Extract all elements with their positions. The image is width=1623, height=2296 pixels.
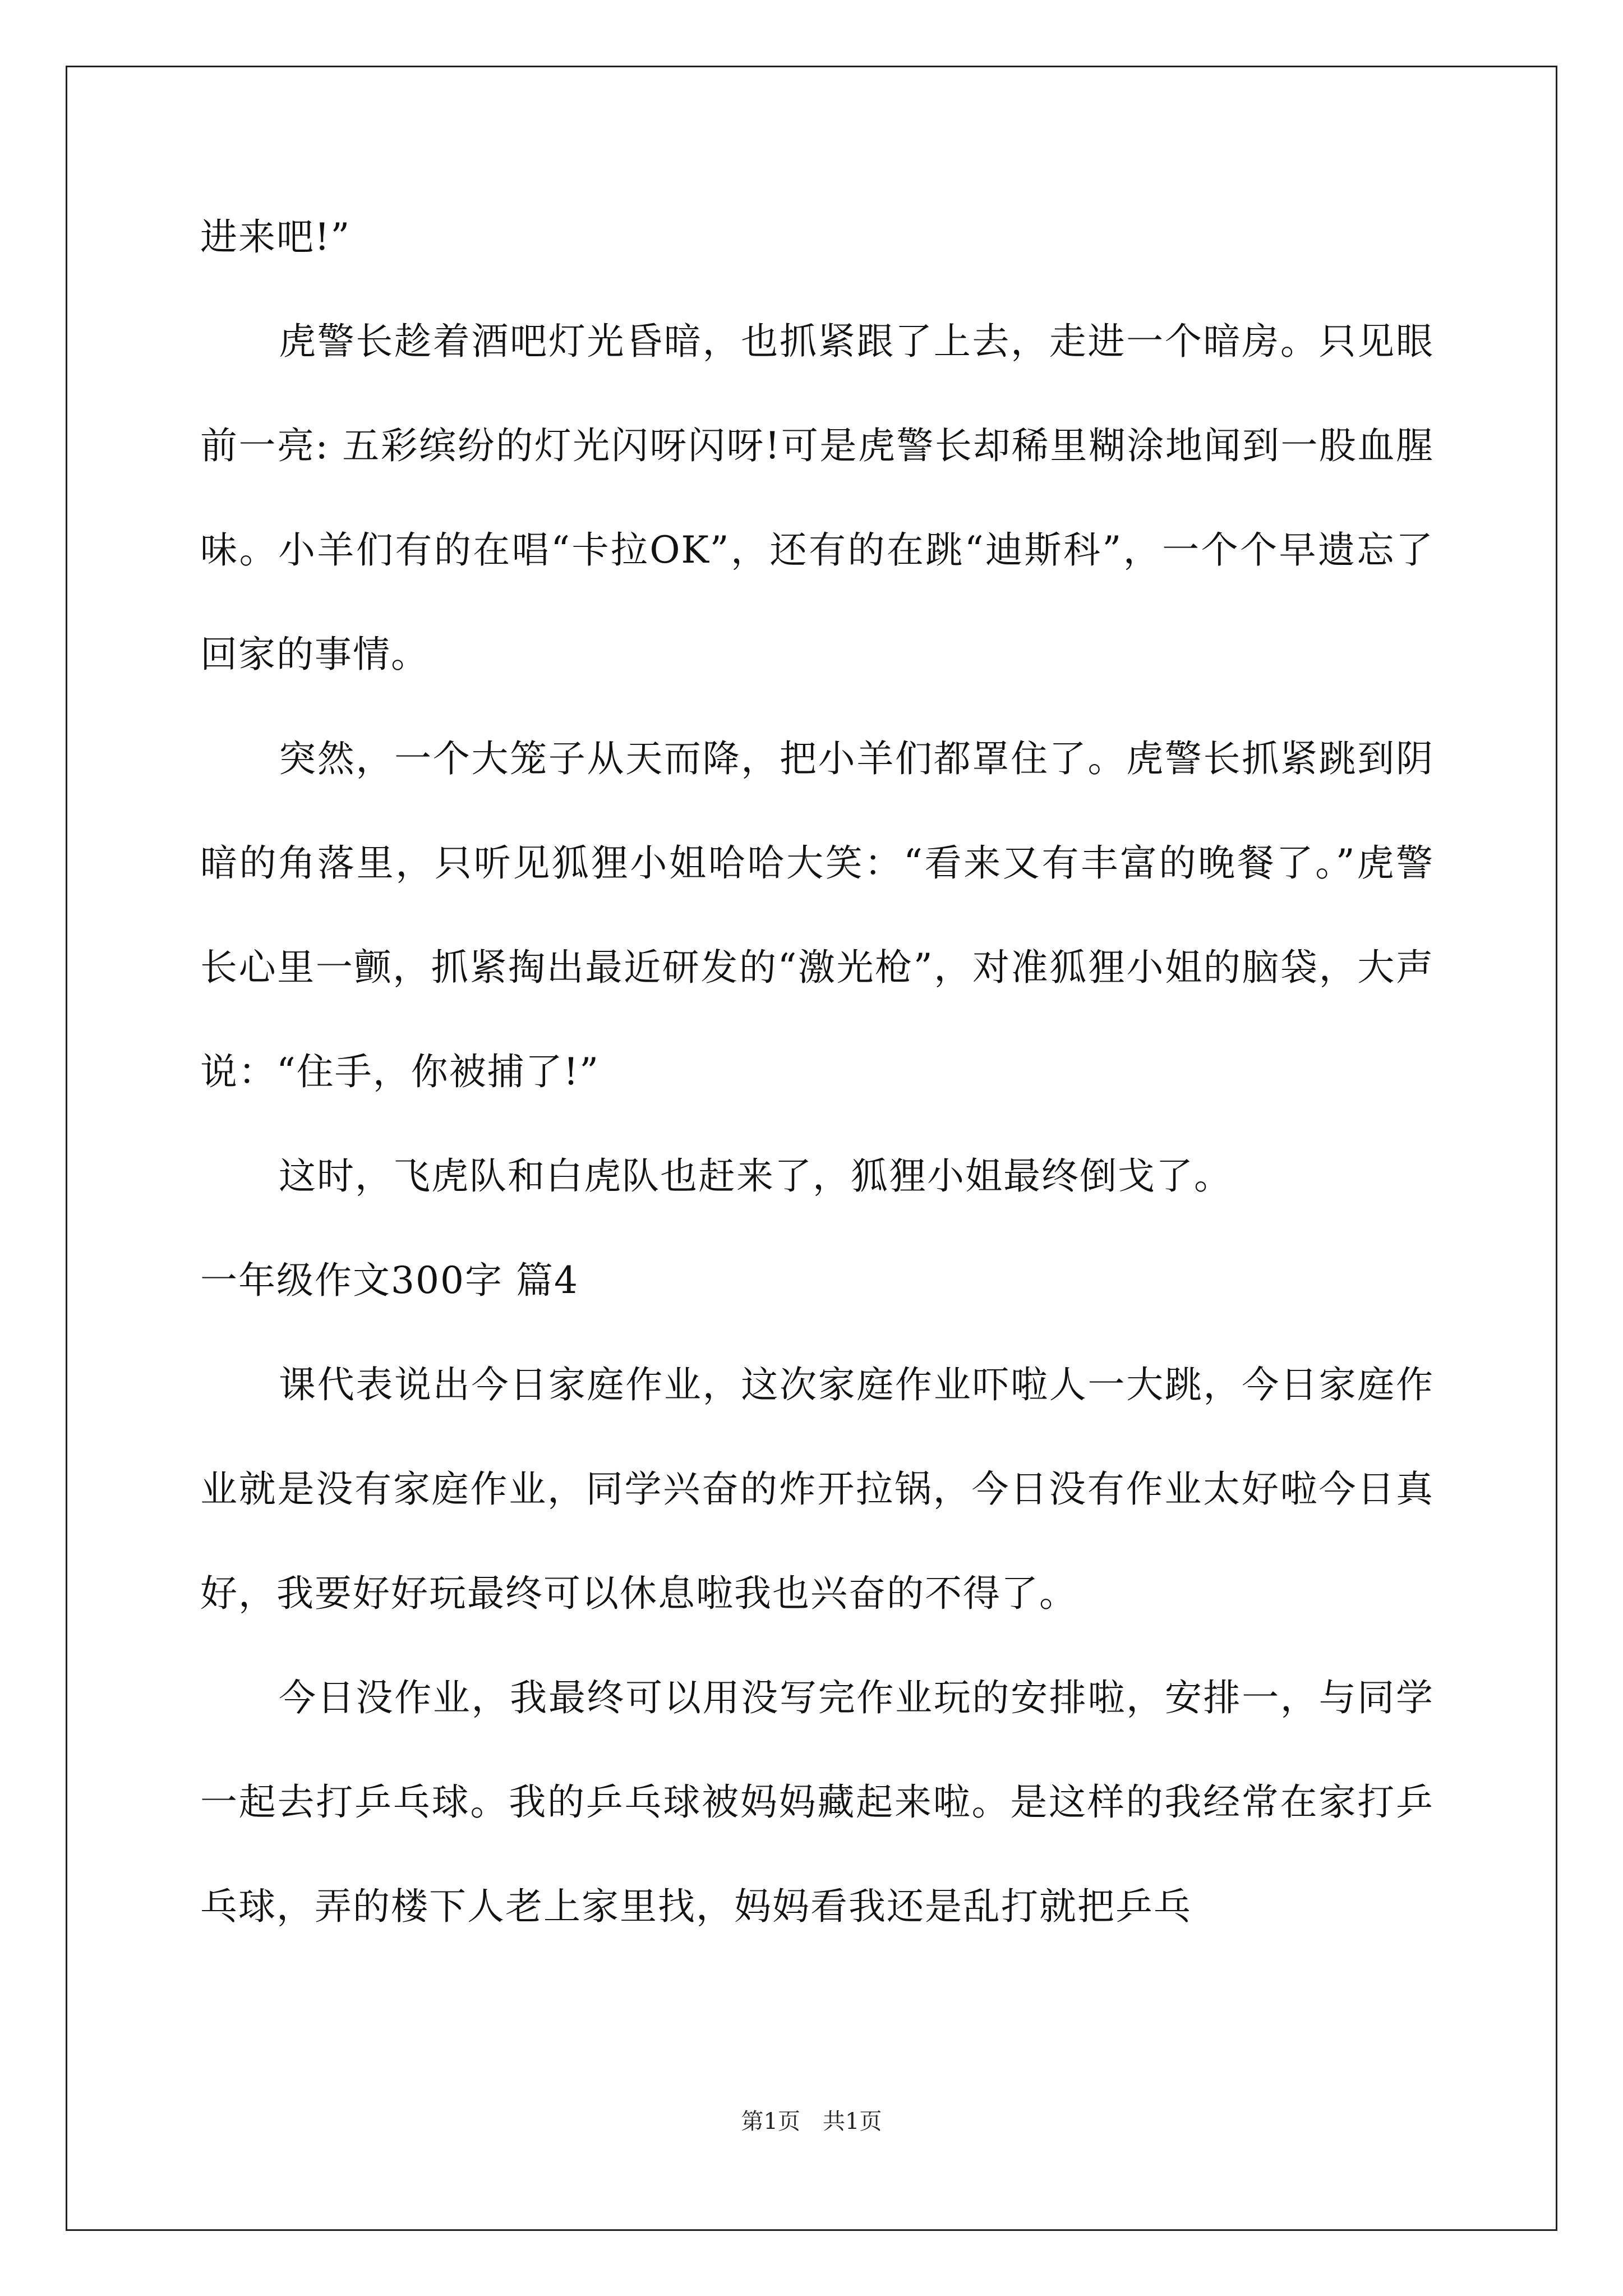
paragraph-5: 课代表说出今日家庭作业，这次家庭作业吓啦人一大跳，今日家庭作业就是没有家庭作业，同学兴奋的炸开拉锅，今日没有作业太好啦今日真好，我要好好玩最终可以休息啦我也兴奋的不得了。	[200, 1363, 1434, 1615]
paragraph-6: 今日没作业，我最终可以用没写完作业玩的安排啦，安排一，与同学一起去打乒乓球。我的乒乓球被妈妈藏起来啦。是这样的我经常在家打乒乓球，弄的楼下人老上家里找，妈妈看我还是乱打就把乒乓	[200, 1676, 1434, 1928]
page-footer: 第1页 共1页	[741, 2109, 882, 2134]
paragraph-2: 虎警长趁着酒吧灯光昏暗，也抓紧跟了上去，走进一个暗房。只见眼前一亮: 五彩缤纷的灯光闪呀闪呀!可是虎警长却稀里糊涂地闻到一股血腥味。小羊们有的在唱“卡拉OK”，还有的在跳“迪斯科”，一个个早遗忘了回家的事情。	[200, 320, 1434, 676]
paragraph-1: 进来吧!”	[200, 215, 351, 259]
section-heading: 一年级作文300字 篇4	[200, 1259, 579, 1302]
paragraph-3: 突然，一个大笼子从天而降，把小羊们都罩住了。虎警长抓紧跳到阴暗的角落里，只听见狐狸小姐哈哈大笑：“看来又有丰富的晚餐了。”虎警长心里一颤，抓紧掏出最近研发的“激光枪”，对准狐狸小姐的脑袋，大声说：“住手，你被捕了!”	[200, 737, 1434, 1093]
document-body	[200, 185, 1434, 1959]
paragraph-4: 这时，飞虎队和白虎队也赶来了，狐狸小姐最终倒戈了。	[279, 1154, 1232, 1198]
